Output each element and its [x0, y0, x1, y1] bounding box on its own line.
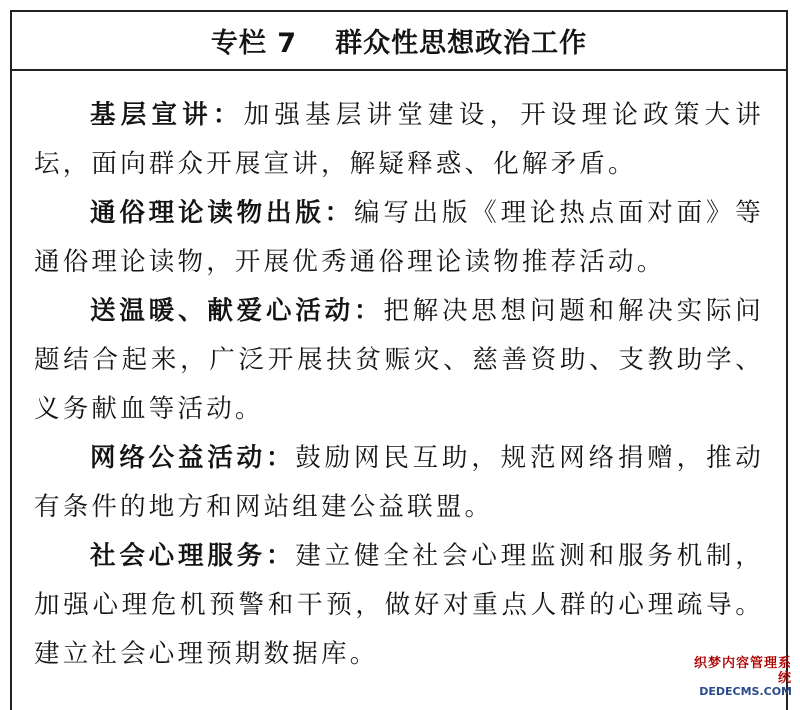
- paragraph-head: 通俗理论读物出版：: [90, 198, 354, 228]
- paragraph-body: 鼓励网民互助，规范网络捐赠，推动有条件的地方和网站组建公益联盟。: [34, 443, 765, 522]
- paragraph-body: 编写出版《理论热点面对面》等通俗理论读物，开展优秀通俗理论读物推荐活动。: [34, 198, 764, 277]
- paragraph-social-psychological-service: [34, 532, 764, 679]
- column-content: [12, 71, 786, 679]
- watermark-line-en: DEDECMS.COM: [699, 684, 792, 698]
- paragraph-popular-theory-publishing: [34, 189, 764, 287]
- column-title: [12, 12, 786, 71]
- paragraph-warmth-love-activities: [34, 287, 764, 434]
- column-box: [10, 10, 788, 710]
- paragraph-head: 送温暖、献爱心活动：: [90, 296, 384, 326]
- column-title-text: 群众性思想政治工作: [335, 28, 588, 59]
- column-number: 专栏 7: [210, 28, 298, 59]
- paragraph-body: 加强基层讲堂建设，开设理论政策大讲坛，面向群众开展宣讲，解疑释惑、化解矛盾。: [34, 100, 764, 179]
- watermark-line-cn: 织梦内容管理系统: [693, 656, 792, 686]
- paragraph-grassroots-lecture: [34, 91, 764, 189]
- paragraph-head: 社会心理服务：: [90, 541, 296, 571]
- paragraph-head: 基层宣讲：: [90, 100, 244, 130]
- site-watermark: [684, 657, 792, 698]
- paragraph-body: 把解决思想问题和解决实际问题结合起来，广泛开展扶贫赈灾、慈善资助、支教助学、义务献血等活动。: [34, 296, 764, 424]
- paragraph-body: 建立健全社会心理监测和服务机制，加强心理危机预警和干预，做好对重点人群的心理疏导。建立社会心理预期数据库。: [34, 541, 765, 669]
- paragraph-online-charity: [34, 434, 764, 532]
- paragraph-head: 网络公益活动：: [90, 443, 296, 473]
